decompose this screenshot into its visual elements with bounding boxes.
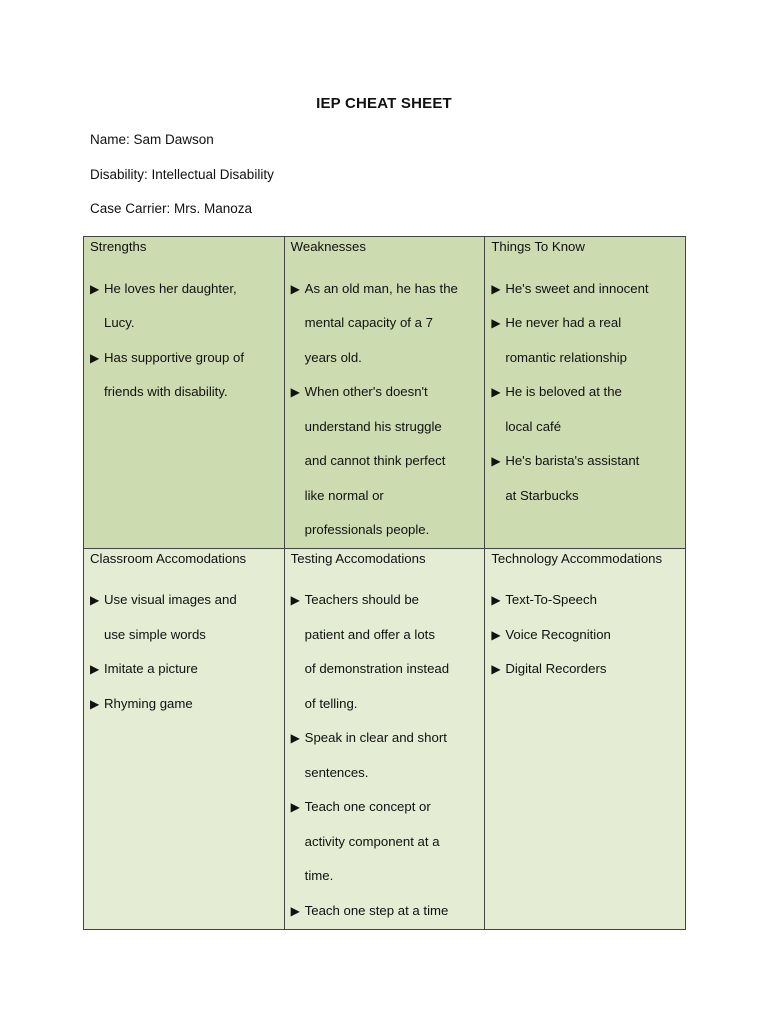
list-item-text: understand his struggle: [304, 418, 442, 434]
list-item: [291, 272, 479, 307]
list-item-text: romantic relationship: [505, 349, 627, 365]
strengths-heading: Strengths: [90, 239, 147, 254]
list-item-text: mental capacity of a 7: [304, 315, 433, 330]
list-item: [291, 859, 479, 894]
list-item-text: Imitate a picture: [104, 661, 198, 676]
things-to-know-heading: Things To Know: [491, 239, 585, 254]
list-item-text: at Starbucks: [505, 487, 579, 503]
bullet-arrow-icon: ▶: [491, 385, 501, 399]
classroom-accommodations-cell: [84, 548, 285, 929]
list-item: [291, 790, 479, 825]
list-item: [90, 375, 278, 410]
list-item-text: As an old man, he has the: [304, 280, 458, 296]
list-item-text: Use visual images and: [104, 592, 237, 607]
case-carrier: Case Carrier: Mrs. Manoza: [90, 201, 253, 216]
list-item: [291, 894, 479, 929]
list-item: [491, 375, 679, 410]
list-item: [491, 618, 679, 653]
list-item: [491, 479, 679, 514]
list-item-text: professionals people.: [304, 522, 430, 537]
list-item: [90, 652, 278, 687]
list-item-text: years old.: [304, 349, 362, 365]
list-item-text: When other's doesn't: [304, 384, 428, 399]
list-item-text: patient and offer a lots: [304, 626, 435, 642]
list-item: [90, 272, 278, 307]
list-item-text: He loves her daughter,: [104, 280, 237, 296]
bullet-arrow-icon: ▶: [290, 731, 300, 745]
list-item: [491, 306, 679, 341]
list-item: [90, 687, 278, 722]
testing-heading: Testing Accomodations: [290, 550, 426, 566]
list-item: [291, 825, 479, 860]
list-item-text: of telling.: [304, 695, 358, 711]
bullet-arrow-icon: ▶: [290, 281, 300, 296]
technology-accommodations-cell: [485, 548, 686, 929]
student-name: Name: Sam Dawson: [90, 132, 214, 147]
list-item: [291, 341, 479, 376]
student-disability: Disability: Intellectual Disability: [90, 167, 274, 182]
bullet-arrow-icon: ▶: [290, 385, 300, 399]
classroom-heading: Classroom Accomodations: [90, 550, 247, 566]
list-item: [90, 341, 278, 376]
bullet-arrow-icon: ▶: [491, 627, 501, 642]
list-item-text: Teachers should be: [304, 592, 420, 607]
list-item: [291, 756, 479, 791]
list-item: [291, 721, 479, 756]
strengths-cell: [84, 237, 285, 549]
list-item-text: Speak in clear and short: [304, 730, 447, 745]
list-item: [291, 652, 479, 687]
list-item: [90, 306, 278, 341]
bullet-arrow-icon: ▶: [90, 350, 100, 365]
list-item: [291, 583, 479, 618]
bullet-arrow-icon: ▶: [491, 281, 501, 296]
list-item-text: time.: [304, 868, 334, 883]
list-item-text: Text-To-Speech: [505, 592, 597, 607]
list-item: [491, 583, 679, 618]
list-item: [491, 272, 679, 307]
list-item: [491, 410, 679, 445]
list-item: [291, 410, 479, 445]
list-item-text: He is beloved at the: [505, 384, 622, 399]
weaknesses-heading: Weaknesses: [290, 239, 366, 254]
list-item-text: Lucy.: [104, 315, 135, 330]
list-item: [491, 444, 679, 479]
bullet-arrow-icon: ▶: [90, 281, 100, 296]
list-item-text: Has supportive group of: [104, 349, 245, 365]
technology-heading: Technology Accommodations: [491, 550, 663, 566]
list-item: [291, 479, 479, 514]
list-item-text: Teach one step at a time: [304, 902, 449, 918]
bullet-arrow-icon: ▶: [290, 903, 300, 918]
table-row: [84, 548, 686, 929]
things-to-know-cell: [485, 237, 686, 549]
list-item-text: Voice Recognition: [505, 626, 611, 642]
list-item-text: and cannot think perfect: [304, 453, 446, 468]
list-item: [90, 583, 278, 618]
testing-accommodations-cell: [284, 548, 485, 929]
list-item-text: Rhyming game: [104, 695, 193, 711]
list-item: [291, 306, 479, 341]
bullet-arrow-icon: ▶: [90, 662, 100, 676]
list-item-text: Digital Recorders: [505, 661, 607, 676]
iep-table: [83, 236, 686, 930]
list-item: [291, 618, 479, 653]
bullet-arrow-icon: ▶: [491, 593, 501, 607]
list-item: [90, 618, 278, 653]
table-row: [84, 237, 686, 549]
bullet-arrow-icon: ▶: [491, 454, 501, 468]
list-item-text: Teach one concept or: [304, 799, 431, 814]
list-item-text: sentences.: [304, 764, 369, 780]
list-item-text: like normal or: [304, 487, 384, 503]
bullet-arrow-icon: ▶: [90, 593, 100, 607]
bullet-arrow-icon: ▶: [491, 316, 501, 330]
bullet-arrow-icon: ▶: [290, 800, 300, 814]
list-item-text: of demonstration instead: [304, 661, 450, 676]
list-item: [491, 652, 679, 687]
weaknesses-cell: [284, 237, 485, 549]
list-item-text: friends with disability.: [104, 384, 228, 399]
list-item-text: He never had a real: [505, 315, 622, 330]
list-item-text: He's sweet and innocent: [505, 280, 649, 296]
bullet-arrow-icon: ▶: [290, 593, 300, 607]
list-item: [291, 375, 479, 410]
list-item-text: local café: [505, 418, 562, 434]
page-title: IEP CHEAT SHEET: [316, 95, 452, 112]
list-item-text: activity component at a: [304, 833, 440, 849]
list-item: [291, 513, 479, 548]
bullet-arrow-icon: ▶: [491, 662, 501, 676]
list-item: [291, 444, 479, 479]
list-item: [491, 341, 679, 376]
list-item-text: He's barista's assistant: [505, 453, 640, 468]
list-item-text: use simple words: [104, 626, 206, 642]
bullet-arrow-icon: ▶: [90, 696, 100, 711]
list-item: [291, 687, 479, 722]
